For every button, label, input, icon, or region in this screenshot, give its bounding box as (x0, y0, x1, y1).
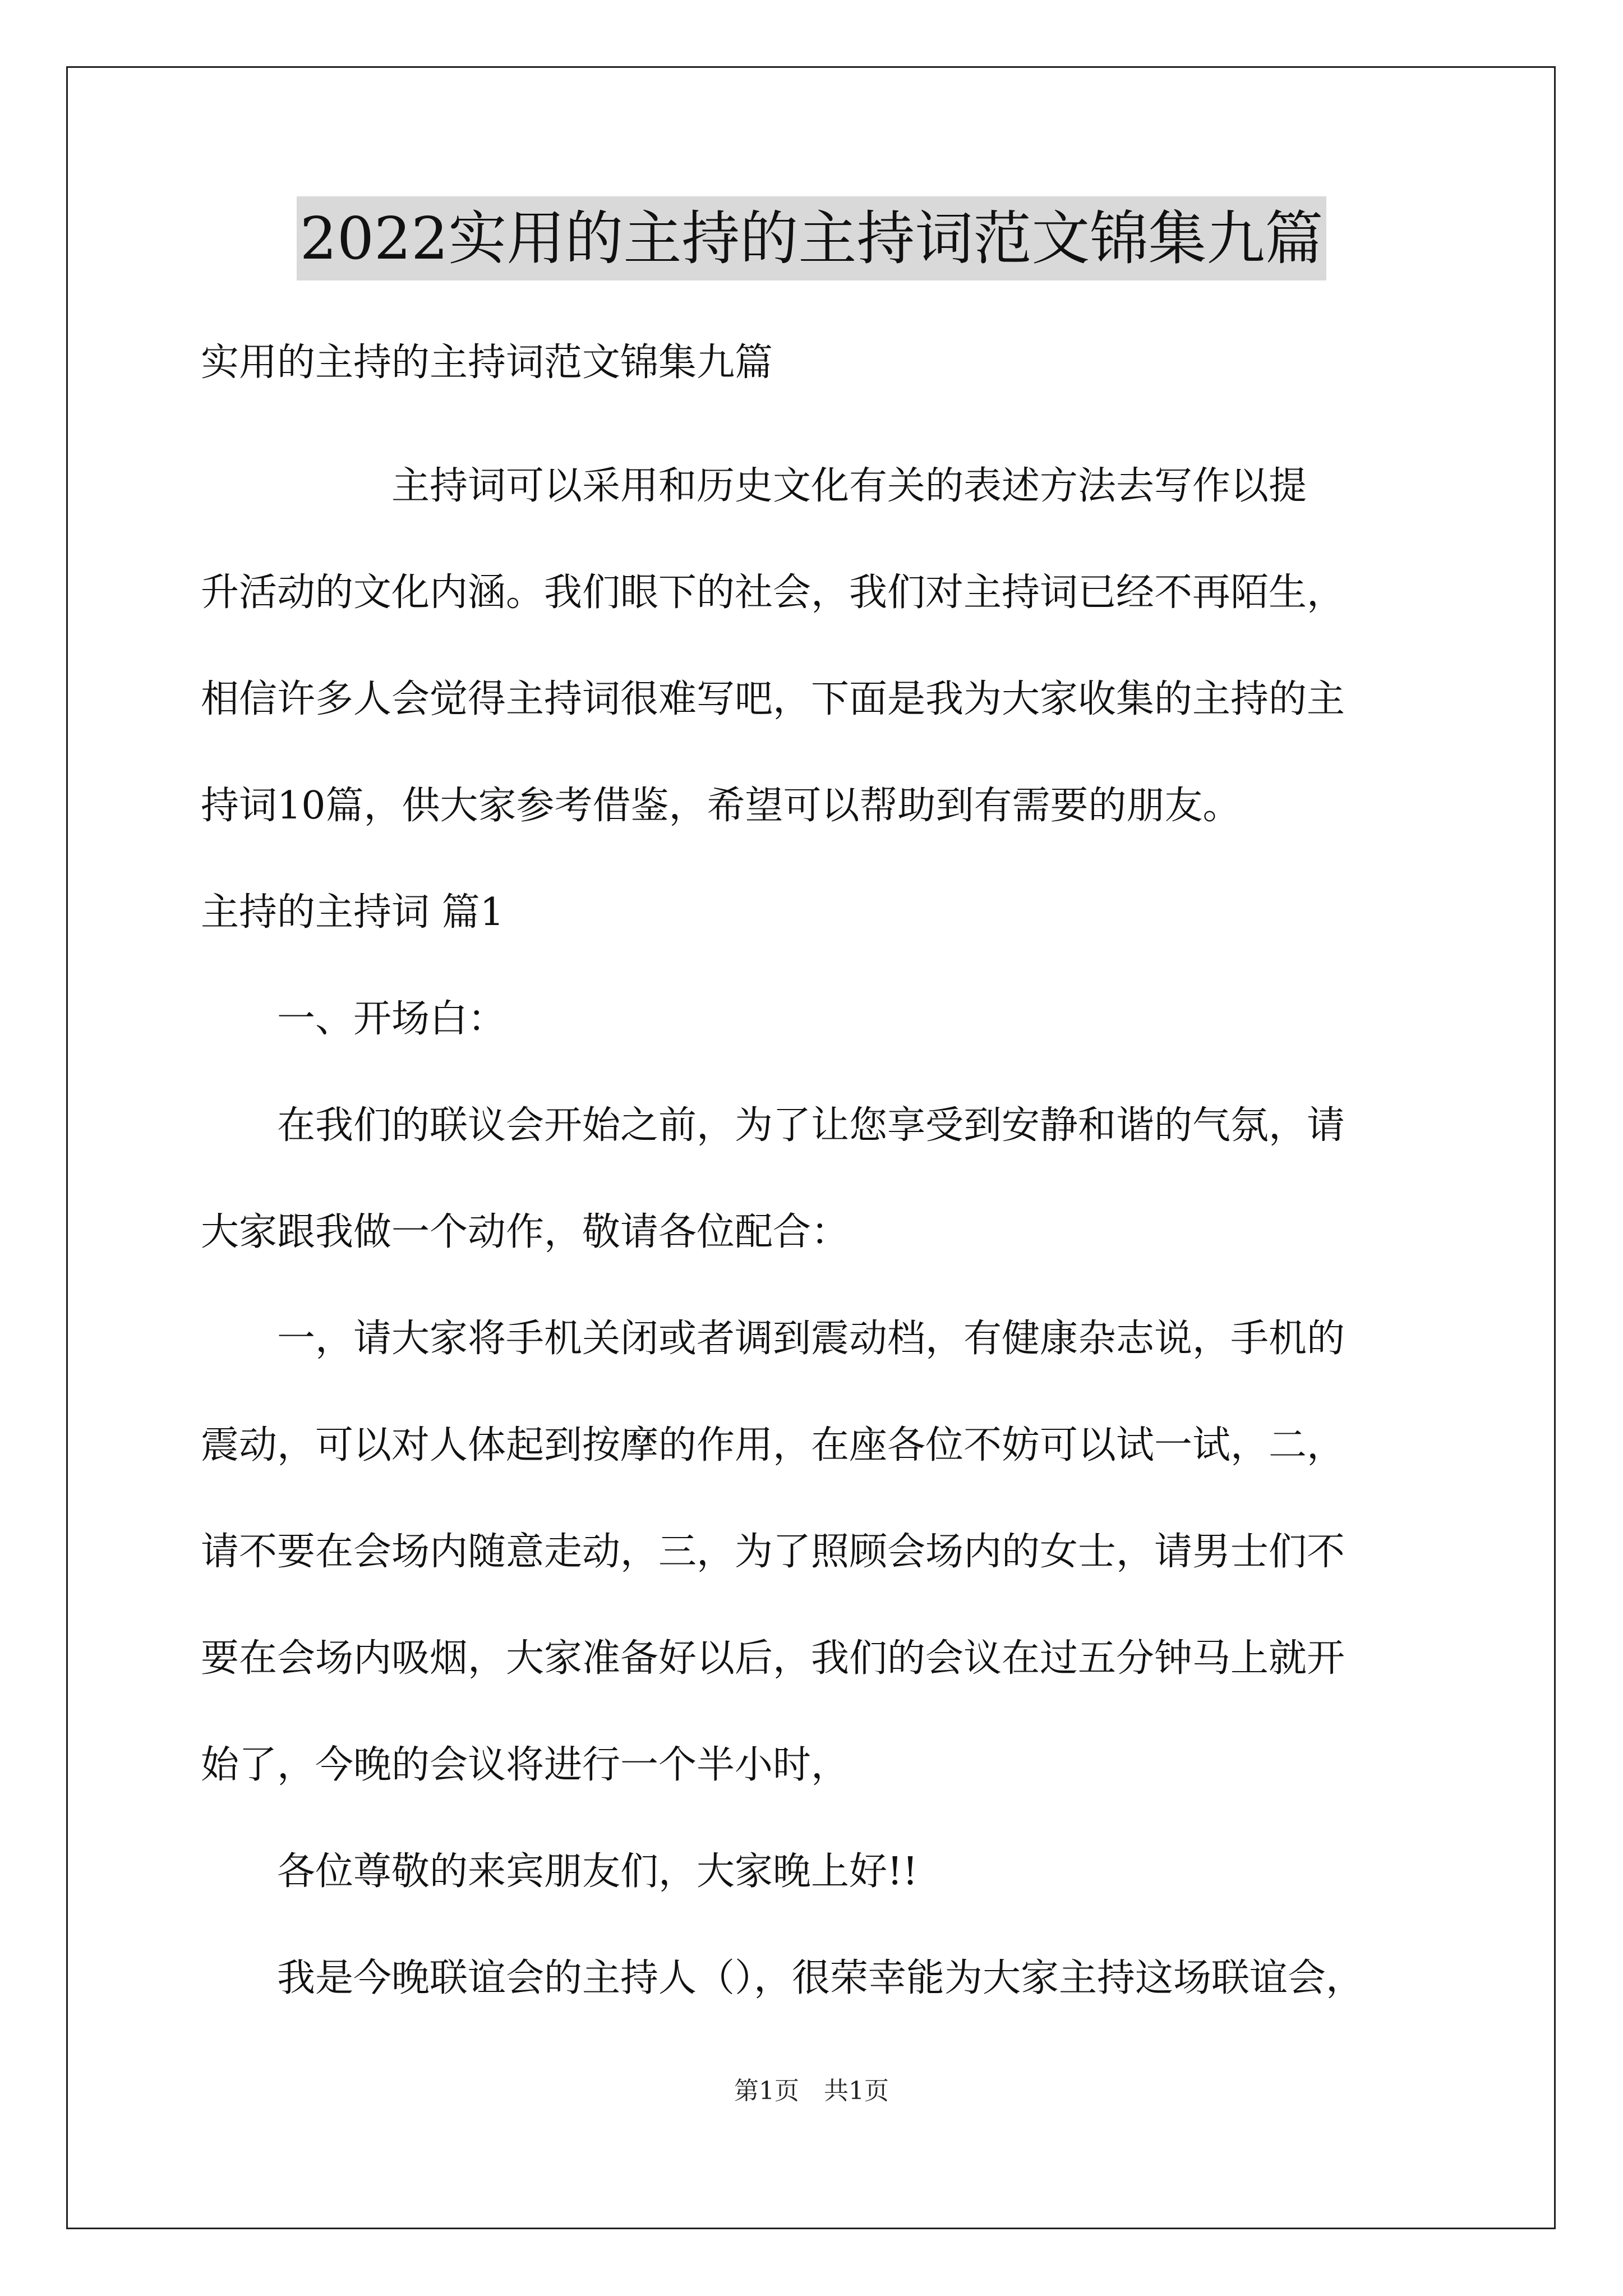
body-line: 一、开场白： (201, 997, 506, 1041)
body-line: 主持词可以采用和历史文化有关的表述方法去写作以提 (201, 464, 1307, 508)
body-line: 实用的主持的主持词范文锦集九篇 (201, 341, 773, 385)
document-title: 2022实用的主持的主持词范文锦集九篇 (297, 196, 1327, 280)
body-line: 相信许多人会觉得主持词很难写吧，下面是我为大家收集的主持的主 (201, 677, 1345, 721)
body-line: 一，请大家将手机关闭或者调到震动档，有健康杂志说，手机的 (201, 1317, 1345, 1361)
body-line: 我是今晚联谊会的主持人（），很荣幸能为大家主持这场联谊会， (201, 1956, 1364, 2000)
page-number-footer: 第1页 共1页 (734, 2077, 889, 2105)
body-line: 在我们的联议会开始之前，为了让您享受到安静和谐的气氛，请 (201, 1103, 1345, 1148)
body-line: 升活动的文化内涵。我们眼下的社会，我们对主持词已经不再陌生， (201, 570, 1345, 615)
section-heading: 主持的主持词 篇1 (201, 890, 504, 935)
body-line: 要在会场内吸烟，大家准备好以后，我们的会议在过五分钟马上就开 (201, 1636, 1345, 1681)
body-line: 请不要在会场内随意走动，三，为了照顾会场内的女士，请男士们不 (201, 1530, 1345, 1574)
body-line: 大家跟我做一个动作，敬请各位配合： (201, 1210, 850, 1254)
body-line: 始了，今晚的会议将进行一个半小时， (201, 1743, 850, 1787)
body-line: 震动，可以对人体起到按摩的作用，在座各位不妨可以试一试，二， (201, 1423, 1345, 1467)
body-line: 持词10篇，供大家参考借鉴，希望可以帮助到有需要的朋友。 (201, 784, 1241, 828)
title-container (0, 196, 1623, 280)
body-line: 各位尊敬的来宾朋友们，大家晚上好!! (201, 1849, 918, 1894)
